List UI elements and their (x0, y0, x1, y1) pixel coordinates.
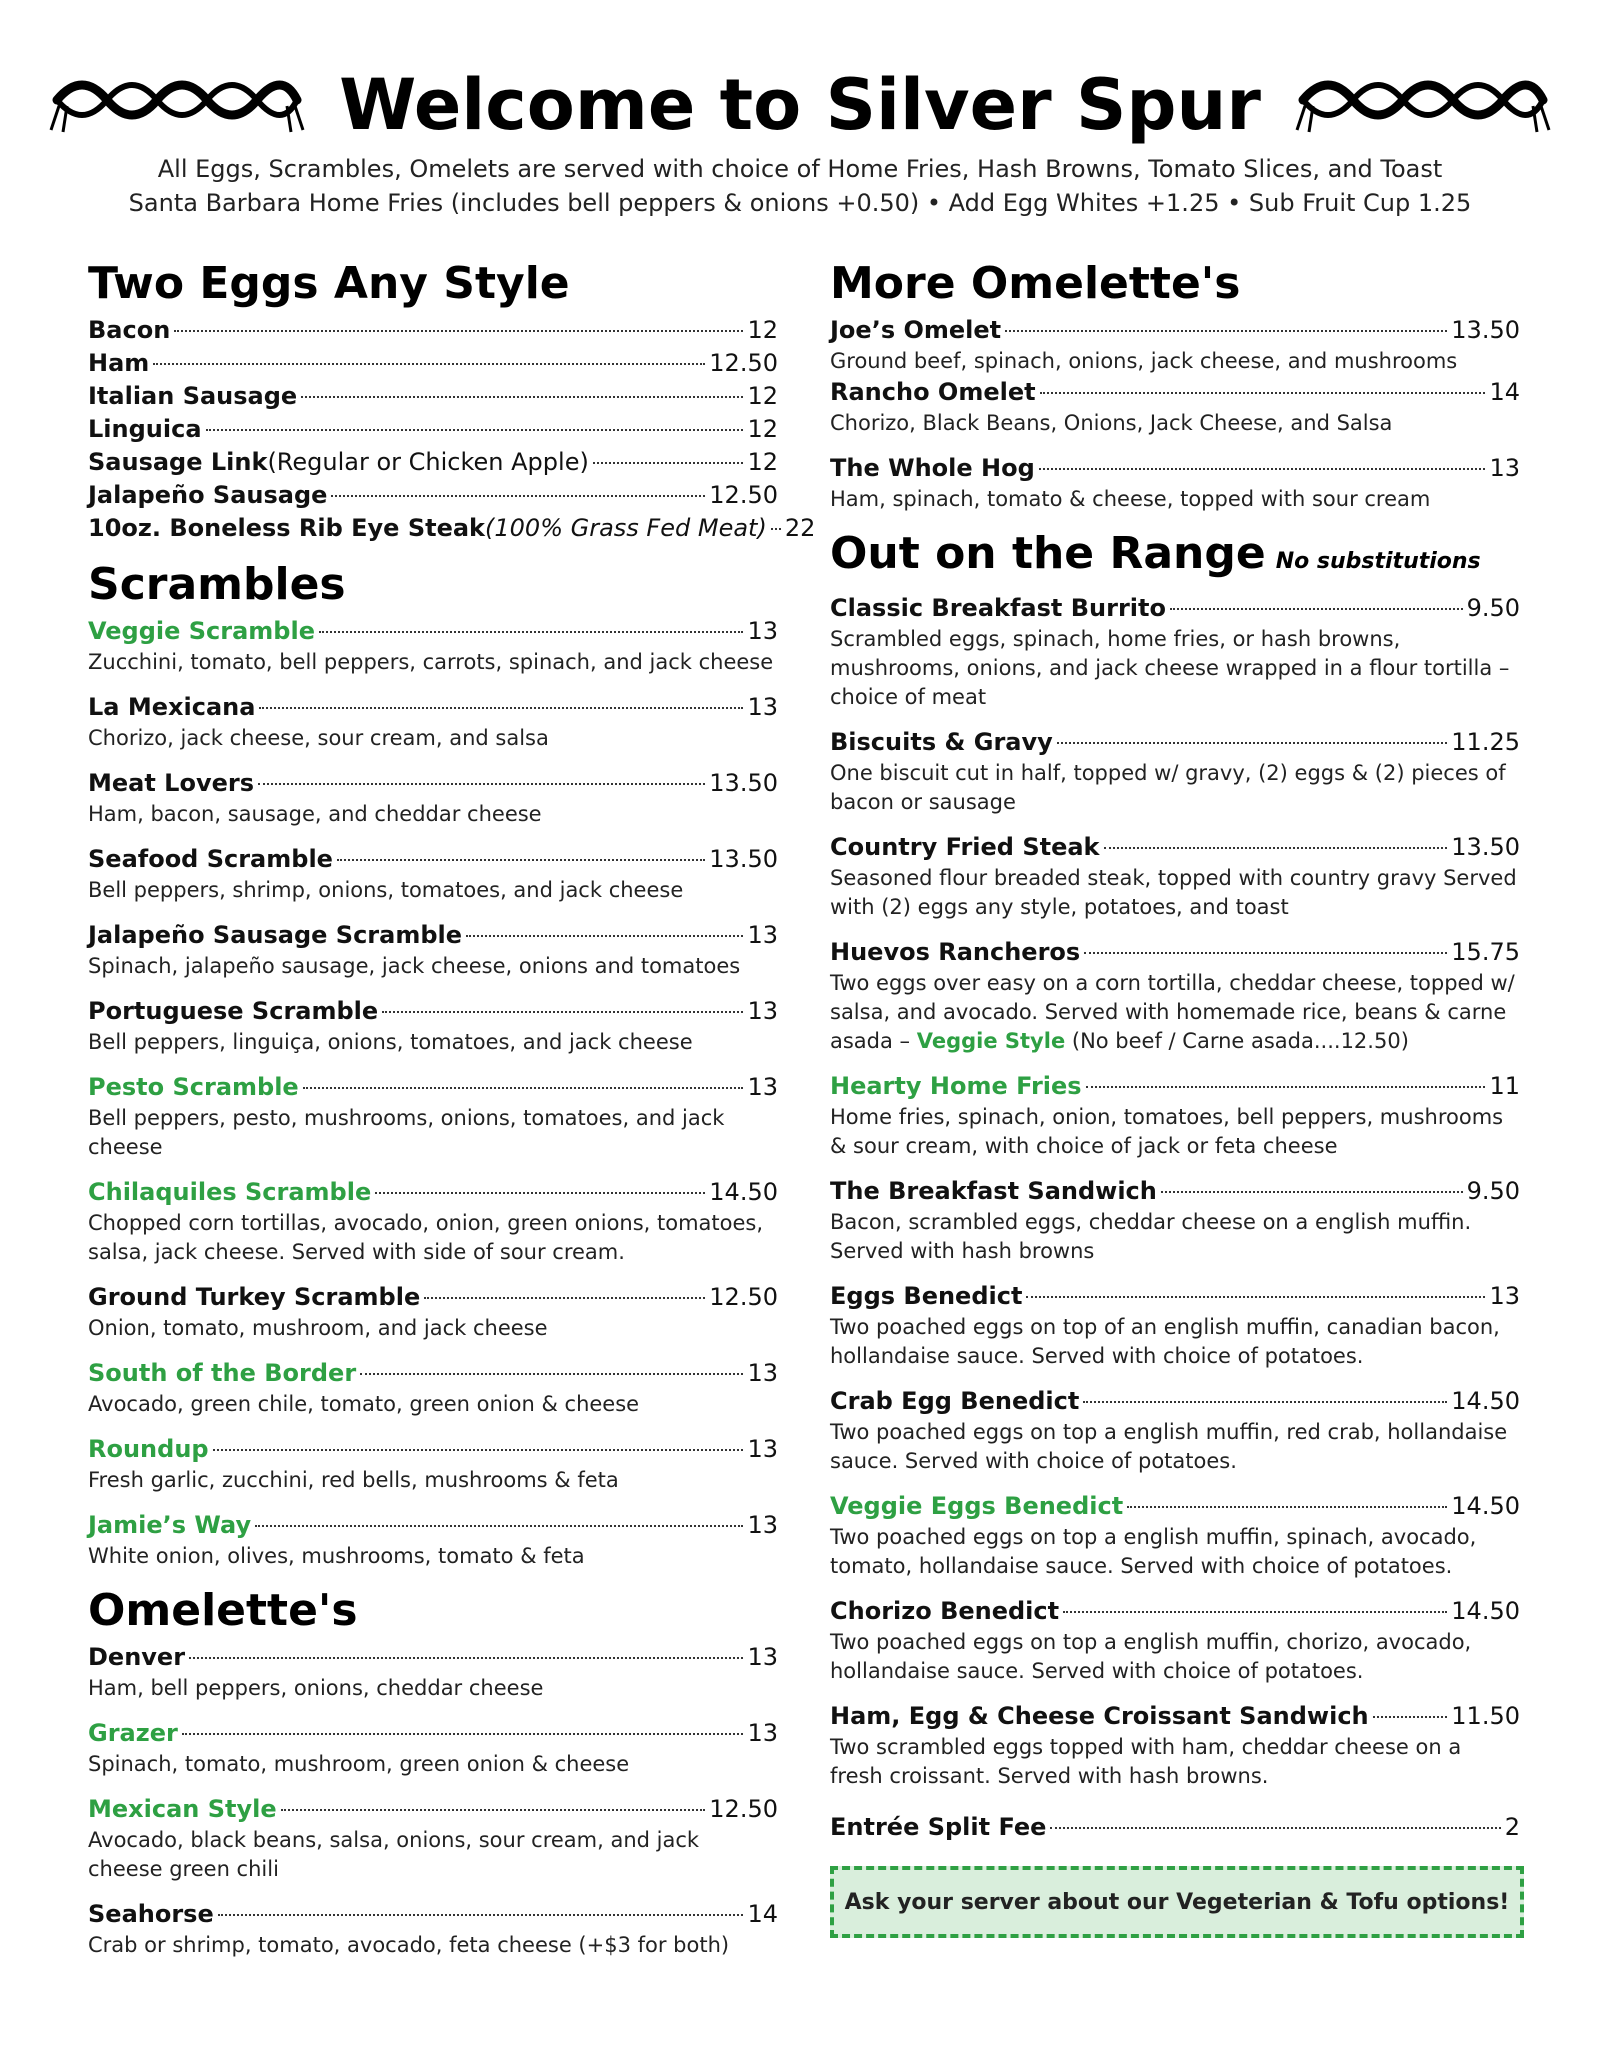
leader-dots (1063, 1611, 1447, 1613)
leader-dots (1084, 952, 1447, 954)
menu-item-description (88, 648, 778, 677)
menu-item-price: 13 (747, 693, 778, 721)
leader-dots (1161, 1191, 1463, 1193)
menu-item-row (830, 936, 1520, 969)
menu-item (88, 446, 778, 479)
leader-dots (182, 1733, 744, 1735)
menu-item-description (830, 1733, 1520, 1791)
page-title: Welcome to Silver Spur (339, 64, 1261, 146)
menu-item-row (830, 376, 1520, 409)
menu-item-price: 13 (747, 997, 778, 1025)
menu-item-description (88, 1104, 778, 1162)
menu-item-price: 13 (747, 1073, 778, 1101)
menu-item-row (88, 767, 778, 800)
menu-item-price: 13.50 (1451, 316, 1520, 344)
menu-item-description (88, 800, 778, 829)
menu-item-row (88, 843, 778, 876)
menu-item-description (88, 1931, 778, 1960)
menu-item-name: Pesto Scramble (88, 1073, 299, 1101)
menu-item-row (830, 831, 1520, 864)
menu-item (88, 512, 816, 545)
menu-item (830, 452, 1520, 514)
menu-item (830, 592, 1520, 712)
no-substitutions-note: No substitutions (1275, 549, 1481, 574)
more-omelettes-section (830, 258, 1520, 514)
leader-dots (213, 1449, 744, 1451)
leader-dots (360, 1373, 743, 1375)
leader-dots (1373, 1716, 1448, 1718)
menu-item-description (830, 1208, 1520, 1266)
menu-item-row (88, 1509, 778, 1542)
menu-item-price: 13 (747, 617, 778, 645)
menu-item-name: Chorizo Benedict (830, 1597, 1060, 1625)
menu-item-row (830, 314, 1520, 347)
description-text: Chorizo, jack cheese, sour cream, and salsa (88, 726, 549, 750)
menu-item-name: Denver (88, 1643, 186, 1671)
menu-item-row (88, 691, 778, 724)
description-text: Two poached eggs on top a english muffin, chorizo, avocado, hollandaise sauce. Served with choice of potatoes. (830, 1630, 1472, 1683)
left-column (88, 258, 816, 1974)
leader-dots (1039, 468, 1486, 470)
split-fee-price: 2 (1504, 1813, 1520, 1841)
menu-item (88, 479, 778, 512)
menu-item (830, 1280, 1520, 1371)
leader-dots (1005, 330, 1447, 332)
leader-dots (771, 528, 781, 530)
menu-item-name: Meat Lovers (88, 769, 255, 797)
menu-item-name: Linguica (88, 415, 202, 443)
leader-dots (1026, 1296, 1485, 1298)
leader-dots (424, 1297, 705, 1299)
description-text: Crab or shrimp, tomato, avocado, feta cheese (+$3 for both) (88, 1933, 730, 1957)
menu-item-name: 10oz. Boneless Rib Eye Steak (88, 514, 486, 542)
menu-item-price: 9.50 (1466, 1177, 1520, 1205)
menu-item-name: Huevos Rancheros (830, 938, 1081, 966)
leader-dots (1086, 1086, 1486, 1088)
menu-item-price: 12 (747, 382, 778, 410)
menu-item (88, 1176, 778, 1267)
menu-item-row (88, 1898, 778, 1931)
menu-item (830, 314, 1520, 376)
menu-item-name: South of the Border (88, 1359, 357, 1387)
leader-dots (593, 462, 744, 464)
description-text: Ham, bell peppers, onions, cheddar cheese (88, 1676, 544, 1700)
menu-item (830, 1385, 1520, 1476)
menu-item (88, 380, 778, 413)
description-text: Bell peppers, shrimp, onions, tomatoes, and jack cheese (88, 878, 684, 902)
description-text: Bell peppers, linguiça, onions, tomatoes, and jack cheese (88, 1030, 693, 1054)
section-title: Scrambles (88, 559, 346, 610)
menu-item (830, 936, 1520, 1056)
section-title: Omelette's (88, 1585, 358, 1636)
menu-item-description (88, 1028, 778, 1057)
leader-dots (466, 935, 743, 937)
menu-item-description (88, 724, 778, 753)
menu-item-description (830, 1523, 1520, 1581)
menu-item-description (88, 1826, 778, 1884)
menu-item-row (830, 1070, 1520, 1103)
menu-item (88, 413, 778, 446)
tofu-options-callout: Ask your server about our Vegeterian & Tofu options! (830, 1866, 1524, 1938)
menu-item-name: Classic Breakfast Burrito (830, 594, 1166, 622)
menu-item-name: Roundup (88, 1435, 209, 1463)
description-text: White onion, olives, mushrooms, tomato & feta (88, 1544, 585, 1568)
leader-dots (281, 1809, 706, 1811)
description-text: Scrambled eggs, spinach, home fries, or hash browns, mushrooms, onions, and jack cheese wrapped in a flour tortilla – choice of meat (830, 627, 1510, 709)
menu-item-description (830, 969, 1520, 1056)
leader-dots (1170, 608, 1463, 610)
menu-item-price: 12 (747, 316, 778, 344)
menu-item-row (88, 1793, 778, 1826)
menu-item (830, 1070, 1520, 1161)
menu-item-description (830, 1418, 1520, 1476)
menu-item-note: (100% Grass Fed Meat) (485, 514, 767, 542)
menu-item-note: (Regular or Chicken Apple) (267, 448, 589, 476)
description-text: Avocado, black beans, salsa, onions, sour cream, and jack cheese green chili (88, 1828, 700, 1881)
omelettes-section (88, 1585, 778, 1960)
menu-item-row (88, 347, 778, 380)
menu-item-price: 22 (784, 514, 816, 542)
menu-item-description (830, 759, 1520, 817)
menu-item-price: 13 (747, 1643, 778, 1671)
menu-item (88, 1641, 778, 1703)
menu-item-row (830, 1700, 1520, 1733)
menu-item-description (88, 1466, 778, 1495)
leader-dots (1104, 847, 1448, 849)
scrambles-section (88, 559, 778, 1571)
menu-item-price: 14.50 (1451, 1492, 1520, 1520)
description-text: Two scrambled eggs topped with ham, cheddar cheese on a fresh croissant. Served with hash browns. (830, 1735, 1462, 1788)
menu-item-name: Rancho Omelet (830, 378, 1036, 406)
menu-item-price: 13 (747, 1435, 778, 1463)
menu-item-price: 13.50 (1451, 833, 1520, 861)
leader-dots (1050, 1827, 1500, 1829)
menu-item-price: 13 (747, 1719, 778, 1747)
menu-item-description (830, 1103, 1520, 1161)
leader-dots (255, 1525, 743, 1527)
menu-item (830, 1490, 1520, 1581)
menu-item-name: Ground Turkey Scramble (88, 1283, 421, 1311)
leader-dots (218, 1914, 744, 1916)
menu-item (88, 1717, 778, 1779)
menu-item-row (88, 1717, 778, 1750)
description-text: Zucchini, tomato, bell peppers, carrots, spinach, and jack cheese (88, 650, 774, 674)
menu-item (830, 726, 1520, 817)
menu-item-name: Ham (88, 349, 150, 377)
menu-item-row (88, 1176, 778, 1209)
sides-info: All Eggs, Scrambles, Omelets are served with choice of Home Fries, Hash Browns, Tomato Slices, and Toast (157, 155, 1443, 183)
leader-dots (331, 495, 705, 497)
menu-item-description (830, 1313, 1520, 1371)
menu-item-name: Mexican Style (88, 1795, 277, 1823)
menu-item-name: Biscuits & Gravy (830, 728, 1053, 756)
menu-item-price: 11.50 (1451, 1702, 1520, 1730)
rope-icon (1293, 70, 1553, 140)
menu-item-row (88, 380, 778, 413)
leader-dots (337, 859, 705, 861)
description-text: Seasoned flour breaded steak, topped with country gravy Served with (2) eggs any style, potatoes, and toast (830, 866, 1517, 919)
menu-item-price: 9.50 (1466, 594, 1520, 622)
menu-item-price: 12.50 (709, 1283, 778, 1311)
leader-dots (1057, 742, 1448, 744)
menu-item (830, 1595, 1520, 1686)
menu-item (88, 1898, 778, 1960)
menu-item-name: Veggie Scramble (88, 617, 315, 645)
addons-info: Santa Barbara Home Fries (includes bell peppers & onions +0.50) • Add Egg Whites +1.25 • Sub Fruit Cup 1.25 (128, 189, 1472, 217)
menu-item-price: 12.50 (709, 481, 778, 509)
leader-dots (153, 363, 705, 365)
menu-item (88, 1357, 778, 1419)
description-text: Two eggs over easy on a corn tortilla, cheddar cheese, topped w/ salsa, and avocado. Served with homemade rice, beans & carne asada – (830, 971, 1515, 1053)
menu-item-description (830, 347, 1520, 376)
menu-item (88, 691, 778, 753)
menu-item-description (88, 952, 778, 981)
title-row (0, 64, 1600, 146)
menu-item (88, 995, 778, 1057)
menu-item-row (88, 314, 778, 347)
description-text: Fresh garlic, zucchini, red bells, mushrooms & feta (88, 1468, 619, 1492)
leader-dots (1083, 1401, 1447, 1403)
menu-item (88, 1281, 778, 1343)
description-text: Ground beef, spinach, onions, jack cheese, and mushrooms (830, 349, 1458, 373)
description-text: Bacon, scrambled eggs, cheddar cheese on a english muffin. Served with hash browns (830, 1210, 1472, 1263)
range-title: Out on the Range (830, 528, 1266, 579)
split-fee-row (830, 1811, 1520, 1844)
menu-item-description (88, 1314, 778, 1343)
menu-item (88, 615, 778, 677)
menu-item (88, 1793, 778, 1884)
menu-item-name: Portuguese Scramble (88, 997, 379, 1025)
menu-item-price: 14 (747, 1900, 778, 1928)
menu-item (88, 919, 778, 981)
leader-dots (1127, 1506, 1447, 1508)
menu-item-price: 14.50 (1451, 1387, 1520, 1415)
menu-item-name: Sausage Link (88, 448, 268, 476)
menu-item-row (830, 1490, 1520, 1523)
description-text: Two poached eggs on top a english muffin, spinach, avocado, tomato, hollandaise sauce. Served with choice of potatoes. (830, 1525, 1477, 1578)
menu-item-name: Jamie’s Way (88, 1511, 252, 1539)
menu-item-price: 13.50 (709, 845, 778, 873)
description-text: Ham, bacon, sausage, and cheddar cheese (88, 802, 542, 826)
description-text: One biscuit cut in half, topped w/ gravy, (2) eggs & (2) pieces of bacon or sausage (830, 761, 1506, 814)
menu-item-description (88, 1674, 778, 1703)
menu-item-name: Ham, Egg & Cheese Croissant Sandwich (830, 1702, 1369, 1730)
menu-item-price: 13 (747, 1511, 778, 1539)
leader-dots (258, 783, 705, 785)
range-section (830, 528, 1520, 1791)
menu-item-name: Eggs Benedict (830, 1282, 1023, 1310)
menu-item-price: 13 (747, 1359, 778, 1387)
rope-icon (47, 70, 307, 140)
menu-item (88, 767, 778, 829)
menu-item-price: 12.50 (709, 349, 778, 377)
menu-item-row (88, 919, 778, 952)
leader-dots (375, 1192, 705, 1194)
menu-item-name: Chilaquiles Scramble (88, 1178, 372, 1206)
section-title: More Omelette's (830, 258, 1241, 309)
menu-item-description (830, 409, 1520, 438)
menu-item-row (88, 1071, 778, 1104)
menu-item-row (830, 726, 1520, 759)
menu-item (830, 831, 1520, 922)
menu-item-row (830, 1385, 1520, 1418)
menu-item (830, 1175, 1520, 1266)
description-text: Chorizo, Black Beans, Onions, Jack Cheese, and Salsa (830, 411, 1393, 435)
menu-item-row (830, 1595, 1520, 1628)
description-text: Spinach, jalapeño sausage, jack cheese, onions and tomatoes (88, 954, 741, 978)
menu-item-name: La Mexicana (88, 693, 256, 721)
menu-item-name: The Breakfast Sandwich (830, 1177, 1157, 1205)
menu-item (88, 314, 778, 347)
menu-item-description (830, 625, 1520, 712)
description-text: Two poached eggs on top of an english muffin, canadian bacon, hollandaise sauce. Served with choice of potatoes. (830, 1315, 1500, 1368)
leader-dots (382, 1011, 743, 1013)
menu-item-description (88, 1209, 778, 1267)
menu-item-name: Jalapeño Sausage Scramble (88, 921, 463, 949)
menu-item-name: The Whole Hog (830, 454, 1035, 482)
menu-item-name: Crab Egg Benedict (830, 1387, 1080, 1415)
description-tail: (No beef / Carne asada....12.50) (1065, 1029, 1409, 1053)
description-text: Spinach, tomato, mushroom, green onion & cheese (88, 1752, 630, 1776)
menu-item-price: 13.50 (709, 769, 778, 797)
menu-item (88, 1509, 778, 1571)
menu-item-row (830, 1280, 1520, 1313)
menu-item-row (88, 479, 778, 512)
menu-item-price: 14.50 (709, 1178, 778, 1206)
menu-item-price: 14 (1489, 378, 1520, 406)
section-title: Two Eggs Any Style (88, 258, 570, 309)
menu-item (88, 1071, 778, 1162)
leader-dots (206, 429, 744, 431)
leader-dots (303, 1087, 744, 1089)
two-eggs-section (88, 258, 816, 545)
menu-item-price: 13 (747, 921, 778, 949)
menu-item-price: 12.50 (709, 1795, 778, 1823)
description-text: Chopped corn tortillas, avocado, onion, green onions, tomatoes, salsa, jack cheese. Served with side of sour cream. (88, 1211, 764, 1264)
description-text: Ham, spinach, tomato & cheese, topped with sour cream (830, 487, 1431, 511)
menu-item-row (88, 512, 816, 545)
menu-item-name: Veggie Eggs Benedict (830, 1492, 1124, 1520)
menu-item-price: 13 (1489, 1282, 1520, 1310)
menu-item (88, 843, 778, 905)
right-column (830, 258, 1520, 1938)
menu-item-name: Seafood Scramble (88, 845, 333, 873)
leader-dots (174, 330, 743, 332)
menu-item-description (88, 1390, 778, 1419)
menu-item-name: Jalapeño Sausage (88, 481, 328, 509)
menu-item-name: Hearty Home Fries (830, 1072, 1082, 1100)
menu-item (830, 376, 1520, 438)
menu-item-row (88, 1641, 778, 1674)
menu-item-description (88, 1542, 778, 1571)
menu-item-row (88, 446, 778, 479)
menu-item-row (88, 413, 778, 446)
menu-item-row (830, 592, 1520, 625)
leader-dots (189, 1657, 743, 1659)
veggie-style-label: Veggie Style (916, 1029, 1066, 1053)
menu-item-price: 14.50 (1451, 1597, 1520, 1625)
menu-item-price: 11.25 (1451, 728, 1520, 756)
menu-item-row (830, 452, 1520, 485)
menu-item-name: Joe’s Omelet (830, 316, 1002, 344)
description-text: Avocado, green chile, tomato, green onion & cheese (88, 1392, 640, 1416)
menu-item-name: Grazer (88, 1719, 178, 1747)
description-text: Home fries, spinach, onion, tomatoes, bell peppers, mushrooms & sour cream, with choice of jack or feta cheese (830, 1105, 1504, 1158)
menu-item-name: Bacon (88, 316, 171, 344)
menu-item-row (830, 1175, 1520, 1208)
section-title (830, 528, 1520, 588)
description-text: Two poached eggs on top a english muffin, red crab, hollandaise sauce. Served with choice of potatoes. (830, 1420, 1508, 1473)
split-fee-label: Entrée Split Fee (830, 1813, 1047, 1841)
menu-item (88, 1433, 778, 1495)
leader-dots (259, 707, 743, 709)
menu-item-name: Italian Sausage (88, 382, 298, 410)
leader-dots (301, 396, 743, 398)
menu-item-price: 12 (747, 448, 778, 476)
menu-item-price: 13 (1489, 454, 1520, 482)
description-text: Bell peppers, pesto, mushrooms, onions, tomatoes, and jack cheese (88, 1106, 725, 1159)
menu-item-row (88, 1357, 778, 1390)
menu-item-name: Country Fried Steak (830, 833, 1100, 861)
menu-item (830, 1700, 1520, 1791)
leader-dots (1040, 392, 1486, 394)
menu-item-row (88, 615, 778, 648)
menu-item-description (88, 1750, 778, 1779)
menu-item-description (88, 876, 778, 905)
menu-item-row (88, 1433, 778, 1466)
menu-header (0, 64, 1600, 220)
description-text: Onion, tomato, mushroom, and jack cheese (88, 1316, 548, 1340)
menu-item-description (830, 864, 1520, 922)
menu-item-row (88, 995, 778, 1028)
menu-item-price: 12 (747, 415, 778, 443)
menu-item-description (830, 485, 1520, 514)
menu-item-price: 11 (1489, 1072, 1520, 1100)
menu-item-row (88, 1281, 778, 1314)
leader-dots (319, 631, 743, 633)
menu-item-description (830, 1628, 1520, 1686)
menu-item-price: 15.75 (1451, 938, 1520, 966)
menu-item (88, 347, 778, 380)
menu-item-name: Seahorse (88, 1900, 214, 1928)
